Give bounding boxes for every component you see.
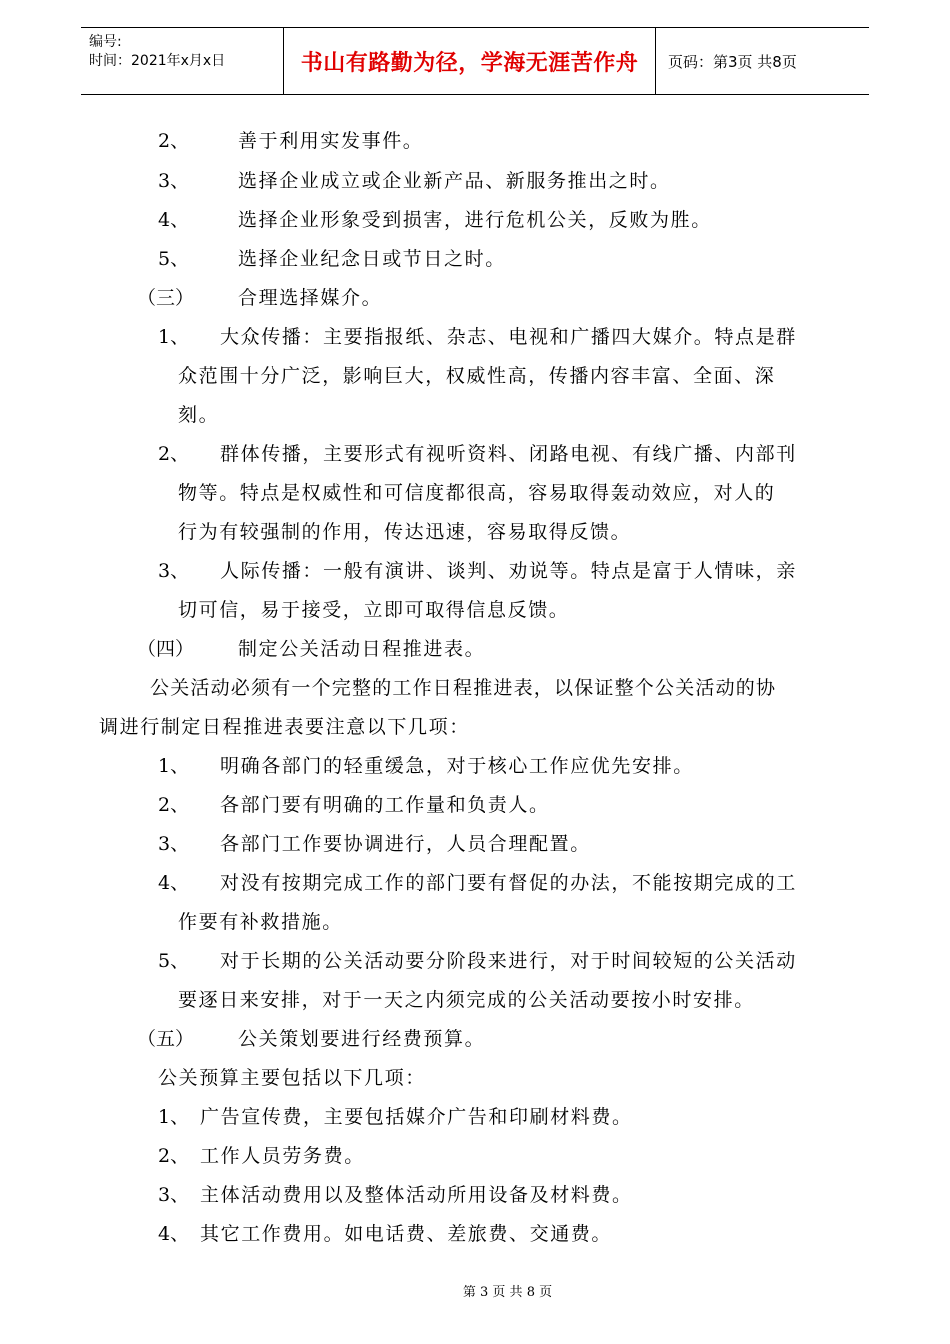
section-heading: 合理选择媒介。: [238, 287, 383, 309]
list-item-text: 工作人员劳务费。: [200, 1145, 365, 1167]
list-item-number: 3、: [158, 1184, 190, 1206]
list-item-number: 1、: [158, 755, 190, 777]
list-item-text: 主体活动费用以及整体活动所用设备及材料费。: [200, 1184, 633, 1206]
time-label: 时间：2021年x月x日: [89, 53, 226, 69]
header-motto-cell: [284, 28, 656, 94]
list-item-text: 群体传播，主要形式有视听资料、闭路电视、有线广播、内部刊: [220, 443, 797, 465]
list-item-continuation: 行为有较强制的作用，传达迅速，容易取得反馈。: [178, 521, 632, 543]
list-item-number: 2、: [158, 794, 190, 816]
list-item-number: 2、: [158, 443, 190, 465]
list-item-number: 3、: [158, 170, 190, 192]
number-label: 编号:: [89, 34, 122, 50]
list-item-number: 3、: [158, 833, 190, 855]
list-item-text: 选择企业成立或企业新产品、新服务推出之时。: [238, 170, 671, 192]
list-item-continuation: 刻。: [178, 404, 220, 426]
header-table: [81, 27, 869, 95]
list-item-number: 2、: [158, 1145, 190, 1167]
list-item-text: 广告宣传费，主要包括媒介广告和印刷材料费。: [200, 1106, 633, 1128]
page-info: 页码：第3页 共8页: [668, 52, 797, 71]
list-item-number: 1、: [158, 326, 190, 348]
list-item-text: 各部门要有明确的工作量和负责人。: [220, 794, 550, 816]
list-item-number: 5、: [158, 248, 190, 270]
header-left-cell: [81, 28, 284, 94]
header-page-cell: [656, 28, 869, 94]
section-number: （四）: [137, 638, 195, 660]
list-item-number: 4、: [158, 1223, 190, 1245]
list-item-text: 选择企业纪念日或节日之时。: [238, 248, 506, 270]
list-item-text: 大众传播：主要指报纸、杂志、电视和广播四大媒介。特点是群: [220, 326, 797, 348]
list-item-number: 4、: [158, 872, 190, 894]
list-item-text: 人际传播：一般有演讲、谈判、劝说等。特点是富于人情味，亲: [220, 560, 797, 582]
list-item-text: 其它工作费用。如电话费、差旅费、交通费。: [200, 1223, 613, 1245]
list-item-text: 对于长期的公关活动要分阶段来进行，对于时间较短的公关活动: [220, 950, 797, 972]
paragraph-line: 调进行制定日程推进表要注意以下几项：: [99, 716, 470, 738]
list-item-text: 各部门工作要协调进行，人员合理配置。: [220, 833, 591, 855]
list-item-number: 2、: [158, 130, 190, 152]
section-heading: 制定公关活动日程推进表。: [238, 638, 486, 660]
list-item-number: 4、: [158, 209, 190, 231]
list-item-continuation: 众范围十分广泛，影响巨大，权威性高，传播内容丰富、全面、深: [178, 365, 776, 387]
paragraph-line: 公关预算主要包括以下几项：: [158, 1067, 426, 1089]
list-item-number: 1、: [158, 1106, 190, 1128]
section-number: （五）: [137, 1028, 195, 1050]
list-item-continuation: 切可信，易于接受，立即可取得信息反馈。: [178, 599, 570, 621]
list-item-text: 对没有按期完成工作的部门要有督促的办法，不能按期完成的工: [220, 872, 797, 894]
list-item-number: 5、: [158, 950, 190, 972]
list-item-text: 明确各部门的轻重缓急，对于核心工作应优先安排。: [220, 755, 694, 777]
motto-text: 书山有路勤为径，学海无涯苦作舟: [300, 50, 639, 76]
section-number: （三）: [137, 287, 195, 309]
list-item-text: 选择企业形象受到损害，进行危机公关，反败为胜。: [238, 209, 712, 231]
list-item-continuation: 要逐日来安排，对于一天之内须完成的公关活动要按小时安排。: [178, 989, 755, 1011]
section-heading: 公关策划要进行经费预算。: [238, 1028, 486, 1050]
list-item-continuation: 作要有补救措施。: [178, 911, 343, 933]
list-item-continuation: 物等。特点是权威性和可信度都很高，容易取得轰动效应，对人的: [178, 482, 776, 504]
list-item-number: 3、: [158, 560, 190, 582]
page-footer: 第 3 页 共 8 页: [462, 1285, 553, 1300]
list-item-text: 善于利用实发事件。: [238, 130, 424, 152]
paragraph-line: 公关活动必须有一个完整的工作日程推进表，以保证整个公关活动的协: [150, 677, 777, 699]
